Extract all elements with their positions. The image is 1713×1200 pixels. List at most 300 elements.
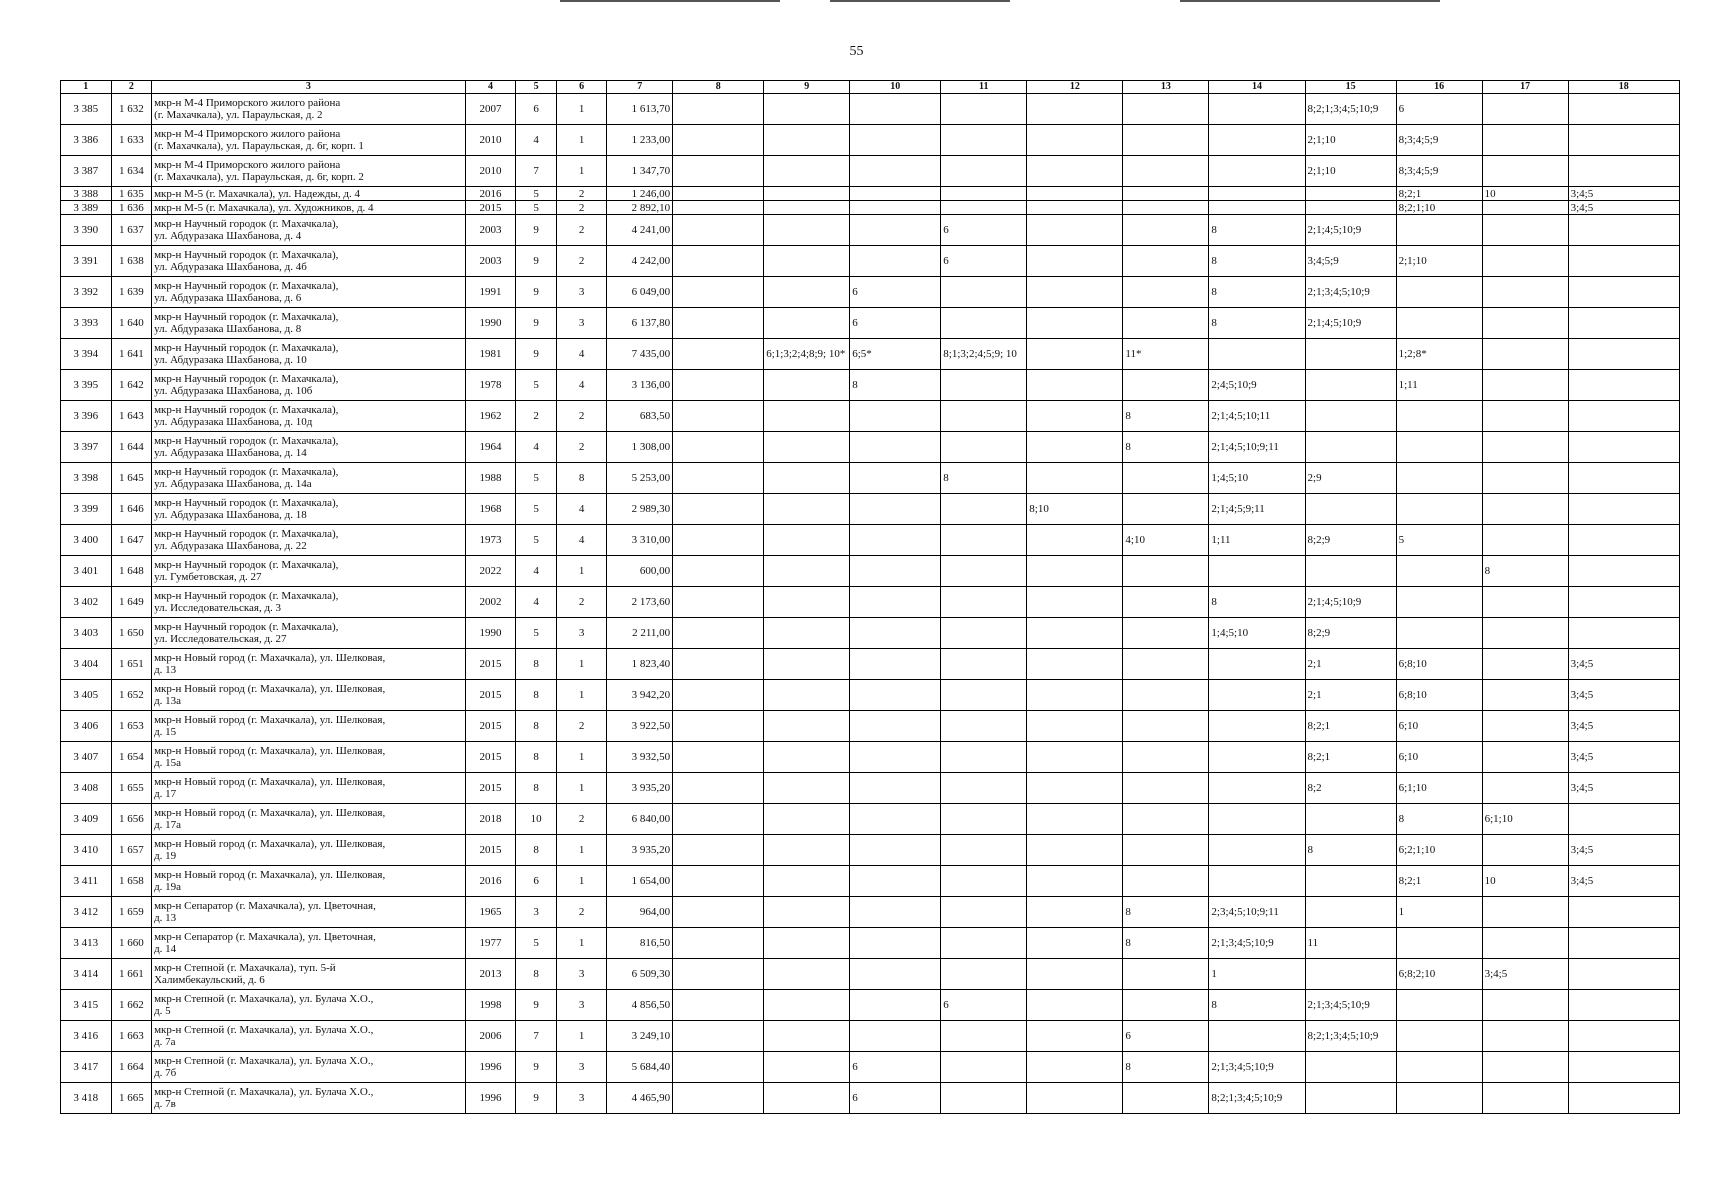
cell-c1: 3 396 — [61, 401, 112, 432]
cell-c11: 6 — [941, 990, 1027, 1021]
cell-c8 — [673, 246, 764, 277]
cell-c17 — [1482, 494, 1568, 525]
address-line: д. 7б — [154, 1067, 177, 1079]
address-cell — [152, 1052, 466, 1083]
cell-c6: 4 — [556, 494, 607, 525]
cell-c6: 3 — [556, 990, 607, 1021]
cell-c9 — [764, 277, 850, 308]
cell-c2: 1 646 — [111, 494, 151, 525]
address-line: д. 15а — [154, 757, 182, 769]
cell-c11 — [941, 742, 1027, 773]
cell-c16 — [1396, 1052, 1482, 1083]
cell-c6: 1 — [556, 928, 607, 959]
cell-c17 — [1482, 339, 1568, 370]
cell-c8 — [673, 897, 764, 928]
cell-c2: 1 649 — [111, 587, 151, 618]
cell-c12 — [1027, 246, 1123, 277]
cell-c1: 3 412 — [61, 897, 112, 928]
cell-c4: 1968 — [465, 494, 516, 525]
cell-c5: 9 — [516, 246, 556, 277]
cell-c6: 4 — [556, 370, 607, 401]
cell-c17 — [1482, 680, 1568, 711]
cell-c5: 5 — [516, 187, 556, 201]
cell-c5: 3 — [516, 897, 556, 928]
cell-c1: 3 407 — [61, 742, 112, 773]
cell-c12 — [1027, 277, 1123, 308]
cell-c11 — [941, 649, 1027, 680]
cell-c4: 2015 — [465, 680, 516, 711]
cell-c9 — [764, 432, 850, 463]
cell-c8 — [673, 990, 764, 1021]
cell-c14 — [1209, 835, 1305, 866]
cell-c15: 2;1;4;5;10;9 — [1305, 308, 1396, 339]
cell-c18 — [1568, 308, 1679, 339]
cell-c15: 8;2;1 — [1305, 711, 1396, 742]
cell-c7: 3 310,00 — [607, 525, 673, 556]
cell-c4: 1996 — [465, 1083, 516, 1114]
cell-c13 — [1123, 494, 1209, 525]
cell-c14: 8 — [1209, 215, 1305, 246]
cell-c5: 5 — [516, 618, 556, 649]
column-header-12: 12 — [1027, 81, 1123, 94]
scan-artifact-line — [560, 0, 780, 2]
cell-c4: 2015 — [465, 742, 516, 773]
address-line: ул. Абдуразака Шахбанова, д. 10б — [154, 385, 313, 397]
cell-c9 — [764, 187, 850, 201]
cell-c17 — [1482, 201, 1568, 215]
cell-c18: 3;4;5 — [1568, 711, 1679, 742]
table-row — [61, 156, 1680, 187]
address-line: д. 13 — [154, 664, 177, 676]
cell-c18 — [1568, 432, 1679, 463]
cell-c12 — [1027, 525, 1123, 556]
cell-c9 — [764, 587, 850, 618]
address-cell — [152, 742, 466, 773]
cell-c16 — [1396, 494, 1482, 525]
table-row — [61, 339, 1680, 370]
cell-c15: 8;2;1;3;4;5;10;9 — [1305, 94, 1396, 125]
cell-c15: 11 — [1305, 928, 1396, 959]
table-row — [61, 246, 1680, 277]
cell-c5: 9 — [516, 1083, 556, 1114]
address-line: мкр-н Научный городок (г. Махачкала), — [154, 311, 339, 323]
cell-c7: 4 242,00 — [607, 246, 673, 277]
address-line: мкр-н Степной (г. Махачкала), туп. 5-й — [154, 962, 336, 974]
cell-c1: 3 385 — [61, 94, 112, 125]
cell-c10 — [850, 246, 941, 277]
column-header-16: 16 — [1396, 81, 1482, 94]
cell-c13: 8 — [1123, 432, 1209, 463]
cell-c5: 5 — [516, 494, 556, 525]
cell-c6: 1 — [556, 835, 607, 866]
cell-c4: 1991 — [465, 277, 516, 308]
cell-c17 — [1482, 125, 1568, 156]
cell-c17: 6;1;10 — [1482, 804, 1568, 835]
address-line: мкр-н Научный городок (г. Махачкала), — [154, 497, 339, 509]
cell-c4: 1988 — [465, 463, 516, 494]
cell-c8 — [673, 680, 764, 711]
cell-c15 — [1305, 432, 1396, 463]
cell-c1: 3 403 — [61, 618, 112, 649]
cell-c1: 3 392 — [61, 277, 112, 308]
cell-c2: 1 655 — [111, 773, 151, 804]
cell-c6: 4 — [556, 339, 607, 370]
cell-c8 — [673, 339, 764, 370]
cell-c17 — [1482, 928, 1568, 959]
table-row — [61, 835, 1680, 866]
cell-c1: 3 388 — [61, 187, 112, 201]
cell-c17: 10 — [1482, 866, 1568, 897]
cell-c13 — [1123, 246, 1209, 277]
cell-c9: 6;1;3;2;4;8;9; 10* — [764, 339, 850, 370]
cell-c13 — [1123, 711, 1209, 742]
cell-c9 — [764, 742, 850, 773]
cell-c5: 5 — [516, 525, 556, 556]
cell-c4: 1981 — [465, 339, 516, 370]
cell-c4: 2003 — [465, 246, 516, 277]
cell-c7: 1 308,00 — [607, 432, 673, 463]
cell-c1: 3 402 — [61, 587, 112, 618]
address-cell — [152, 494, 466, 525]
cell-c1: 3 387 — [61, 156, 112, 187]
cell-c14: 8;2;1;3;4;5;10;9 — [1209, 1083, 1305, 1114]
address-cell — [152, 1083, 466, 1114]
cell-c13 — [1123, 680, 1209, 711]
address-line: ул. Абдуразака Шахбанова, д. 22 — [154, 540, 307, 552]
cell-c17 — [1482, 308, 1568, 339]
cell-c9 — [764, 308, 850, 339]
cell-c6: 4 — [556, 525, 607, 556]
cell-c18 — [1568, 339, 1679, 370]
address-line: мкр-н Новый город (г. Махачкала), ул. Шелковая, — [154, 807, 386, 819]
cell-c14 — [1209, 339, 1305, 370]
cell-c12 — [1027, 990, 1123, 1021]
cell-c13 — [1123, 556, 1209, 587]
cell-c9 — [764, 525, 850, 556]
address-line: мкр-н Научный городок (г. Махачкала), — [154, 621, 339, 633]
cell-c8 — [673, 401, 764, 432]
cell-c4: 2016 — [465, 187, 516, 201]
cell-c11 — [941, 897, 1027, 928]
cell-c7: 4 241,00 — [607, 215, 673, 246]
cell-c9 — [764, 494, 850, 525]
address-line: мкр-н Научный городок (г. Махачкала), — [154, 249, 339, 261]
cell-c17: 8 — [1482, 556, 1568, 587]
cell-c17 — [1482, 463, 1568, 494]
cell-c6: 1 — [556, 125, 607, 156]
cell-c11 — [941, 125, 1027, 156]
cell-c7: 4 856,50 — [607, 990, 673, 1021]
cell-c5: 6 — [516, 866, 556, 897]
cell-c2: 1 659 — [111, 897, 151, 928]
cell-c13: 8 — [1123, 897, 1209, 928]
cell-c13 — [1123, 370, 1209, 401]
cell-c18 — [1568, 277, 1679, 308]
cell-c12 — [1027, 463, 1123, 494]
address-line: д. 7а — [154, 1036, 176, 1048]
address-line: мкр-н Новый город (г. Махачкала), ул. Шелковая, — [154, 776, 386, 788]
cell-c2: 1 651 — [111, 649, 151, 680]
table-row — [61, 804, 1680, 835]
cell-c5: 9 — [516, 339, 556, 370]
cell-c4: 2016 — [465, 866, 516, 897]
address-cell — [152, 463, 466, 494]
cell-c14 — [1209, 201, 1305, 215]
cell-c5: 8 — [516, 835, 556, 866]
table-row — [61, 618, 1680, 649]
cell-c2: 1 658 — [111, 866, 151, 897]
cell-c2: 1 648 — [111, 556, 151, 587]
cell-c16 — [1396, 587, 1482, 618]
cell-c8 — [673, 1052, 764, 1083]
cell-c16 — [1396, 990, 1482, 1021]
cell-c11 — [941, 187, 1027, 201]
cell-c5: 5 — [516, 370, 556, 401]
cell-c15: 2;1;4;5;10;9 — [1305, 215, 1396, 246]
cell-c9 — [764, 990, 850, 1021]
cell-c7: 2 989,30 — [607, 494, 673, 525]
cell-c12 — [1027, 156, 1123, 187]
cell-c7: 1 233,00 — [607, 125, 673, 156]
address-line: мкр-н Новый город (г. Махачкала), ул. Шелковая, — [154, 683, 386, 695]
table-row — [61, 308, 1680, 339]
cell-c17: 10 — [1482, 187, 1568, 201]
cell-c8 — [673, 866, 764, 897]
cell-c12 — [1027, 897, 1123, 928]
cell-c14: 1;11 — [1209, 525, 1305, 556]
cell-c17 — [1482, 525, 1568, 556]
cell-c18 — [1568, 215, 1679, 246]
address-line: д. 17 — [154, 788, 177, 800]
cell-c5: 5 — [516, 201, 556, 215]
cell-c18 — [1568, 463, 1679, 494]
cell-c18 — [1568, 525, 1679, 556]
cell-c1: 3 390 — [61, 215, 112, 246]
cell-c18 — [1568, 959, 1679, 990]
cell-c12 — [1027, 308, 1123, 339]
cell-c2: 1 664 — [111, 1052, 151, 1083]
cell-c1: 3 398 — [61, 463, 112, 494]
address-line: (г. Махачкала), ул. Параульская, д. 2 — [154, 109, 323, 121]
address-cell — [152, 804, 466, 835]
address-cell — [152, 277, 466, 308]
cell-c7: 5 684,40 — [607, 1052, 673, 1083]
cell-c16 — [1396, 463, 1482, 494]
cell-c13 — [1123, 187, 1209, 201]
cell-c6: 2 — [556, 804, 607, 835]
cell-c14 — [1209, 556, 1305, 587]
cell-c11 — [941, 432, 1027, 463]
cell-c12 — [1027, 339, 1123, 370]
cell-c11: 8 — [941, 463, 1027, 494]
cell-c15: 8;2;9 — [1305, 618, 1396, 649]
cell-c15 — [1305, 187, 1396, 201]
cell-c14: 2;3;4;5;10;9;11 — [1209, 897, 1305, 928]
cell-c8 — [673, 711, 764, 742]
cell-c1: 3 389 — [61, 201, 112, 215]
cell-c4: 2018 — [465, 804, 516, 835]
address-line: ул. Абдуразака Шахбанова, д. 8 — [154, 323, 302, 335]
cell-c5: 2 — [516, 401, 556, 432]
address-cell — [152, 432, 466, 463]
address-line: мкр-н Сепаратор (г. Махачкала), ул. Цветочная, — [154, 931, 376, 943]
cell-c18 — [1568, 990, 1679, 1021]
cell-c9 — [764, 897, 850, 928]
cell-c1: 3 411 — [61, 866, 112, 897]
cell-c14: 2;4;5;10;9 — [1209, 370, 1305, 401]
cell-c1: 3 405 — [61, 680, 112, 711]
table-row — [61, 401, 1680, 432]
cell-c12 — [1027, 432, 1123, 463]
cell-c1: 3 414 — [61, 959, 112, 990]
table-row — [61, 525, 1680, 556]
cell-c2: 1 661 — [111, 959, 151, 990]
cell-c11 — [941, 401, 1027, 432]
cell-c11 — [941, 277, 1027, 308]
cell-c2: 1 634 — [111, 156, 151, 187]
cell-c9 — [764, 215, 850, 246]
cell-c14: 8 — [1209, 990, 1305, 1021]
address-line: д. 19 — [154, 850, 177, 862]
cell-c9 — [764, 1052, 850, 1083]
column-header-10: 10 — [850, 81, 941, 94]
cell-c6: 2 — [556, 201, 607, 215]
cell-c16: 8;3;4;5;9 — [1396, 156, 1482, 187]
cell-c14: 2;1;3;4;5;10;9 — [1209, 1052, 1305, 1083]
cell-c15: 2;1;3;4;5;10;9 — [1305, 990, 1396, 1021]
address-line: ул. Абдуразака Шахбанова, д. 4 — [154, 230, 302, 242]
cell-c18 — [1568, 1021, 1679, 1052]
cell-c2: 1 643 — [111, 401, 151, 432]
cell-c1: 3 393 — [61, 308, 112, 339]
cell-c17 — [1482, 742, 1568, 773]
cell-c7: 3 136,00 — [607, 370, 673, 401]
cell-c7: 1 654,00 — [607, 866, 673, 897]
table-row — [61, 494, 1680, 525]
cell-c12 — [1027, 618, 1123, 649]
cell-c18: 3;4;5 — [1568, 835, 1679, 866]
cell-c15: 2;1;10 — [1305, 156, 1396, 187]
cell-c14: 2;1;4;5;10;11 — [1209, 401, 1305, 432]
table-row — [61, 94, 1680, 125]
cell-c13 — [1123, 866, 1209, 897]
cell-c10 — [850, 525, 941, 556]
address-cell — [152, 94, 466, 125]
address-cell — [152, 339, 466, 370]
cell-c11 — [941, 308, 1027, 339]
cell-c17: 3;4;5 — [1482, 959, 1568, 990]
cell-c11 — [941, 1083, 1027, 1114]
cell-c11 — [941, 928, 1027, 959]
cell-c18 — [1568, 587, 1679, 618]
cell-c6: 3 — [556, 277, 607, 308]
column-header-3: 3 — [152, 81, 466, 94]
cell-c8 — [673, 1021, 764, 1052]
cell-c17 — [1482, 897, 1568, 928]
table-row — [61, 897, 1680, 928]
table-row — [61, 463, 1680, 494]
cell-c6: 1 — [556, 742, 607, 773]
cell-c12 — [1027, 649, 1123, 680]
cell-c16: 1 — [1396, 897, 1482, 928]
address-line: д. 13а — [154, 695, 182, 707]
cell-c6: 2 — [556, 187, 607, 201]
cell-c16 — [1396, 618, 1482, 649]
cell-c17 — [1482, 156, 1568, 187]
cell-c5: 9 — [516, 215, 556, 246]
cell-c1: 3 409 — [61, 804, 112, 835]
address-cell — [152, 959, 466, 990]
cell-c12 — [1027, 804, 1123, 835]
cell-c10 — [850, 680, 941, 711]
cell-c7: 600,00 — [607, 556, 673, 587]
table-row — [61, 680, 1680, 711]
cell-c1: 3 399 — [61, 494, 112, 525]
address-line: мкр-н Степной (г. Махачкала), ул. Булача Х.О., — [154, 993, 374, 1005]
cell-c16 — [1396, 432, 1482, 463]
cell-c7: 964,00 — [607, 897, 673, 928]
cell-c16 — [1396, 215, 1482, 246]
cell-c6: 2 — [556, 401, 607, 432]
address-line: Халимбекаульский, д. 6 — [154, 974, 265, 986]
address-cell — [152, 618, 466, 649]
cell-c16: 6;8;10 — [1396, 649, 1482, 680]
address-line: ул. Исследовательская, д. 3 — [154, 602, 282, 614]
cell-c6: 1 — [556, 1021, 607, 1052]
table-row — [61, 277, 1680, 308]
cell-c9 — [764, 618, 850, 649]
cell-c15: 8;2;9 — [1305, 525, 1396, 556]
cell-c5: 8 — [516, 649, 556, 680]
cell-c15 — [1305, 959, 1396, 990]
cell-c14: 1;4;5;10 — [1209, 463, 1305, 494]
cell-c14 — [1209, 187, 1305, 201]
cell-c15: 2;1;3;4;5;10;9 — [1305, 277, 1396, 308]
cell-c9 — [764, 1083, 850, 1114]
address-line: ул. Абдуразака Шахбанова, д. 18 — [154, 509, 307, 521]
cell-c5: 8 — [516, 773, 556, 804]
cell-c16: 1;2;8* — [1396, 339, 1482, 370]
column-header-7: 7 — [607, 81, 673, 94]
cell-c7: 1 823,40 — [607, 649, 673, 680]
address-line: ул. Абдуразака Шахбанова, д. 10д — [154, 416, 313, 428]
cell-c12 — [1027, 370, 1123, 401]
cell-c5: 7 — [516, 1021, 556, 1052]
cell-c1: 3 408 — [61, 773, 112, 804]
cell-c8 — [673, 1083, 764, 1114]
cell-c15 — [1305, 1052, 1396, 1083]
column-number-header — [61, 81, 1680, 94]
cell-c1: 3 395 — [61, 370, 112, 401]
cell-c17 — [1482, 649, 1568, 680]
address-line: мкр-н Новый город (г. Махачкала), ул. Шелковая, — [154, 745, 386, 757]
cell-c8 — [673, 556, 764, 587]
cell-c7: 3 935,20 — [607, 773, 673, 804]
column-header-15: 15 — [1305, 81, 1396, 94]
cell-c7: 2 211,00 — [607, 618, 673, 649]
cell-c17 — [1482, 618, 1568, 649]
cell-c11 — [941, 959, 1027, 990]
address-line: (г. Махачкала), ул. Параульская, д. 6г, корп. 1 — [154, 140, 364, 152]
address-cell — [152, 187, 466, 201]
column-header-14: 14 — [1209, 81, 1305, 94]
cell-c1: 3 400 — [61, 525, 112, 556]
address-cell — [152, 556, 466, 587]
cell-c5: 10 — [516, 804, 556, 835]
cell-c16 — [1396, 308, 1482, 339]
address-line: мкр-н Научный городок (г. Махачкала), — [154, 342, 339, 354]
cell-c11 — [941, 370, 1027, 401]
